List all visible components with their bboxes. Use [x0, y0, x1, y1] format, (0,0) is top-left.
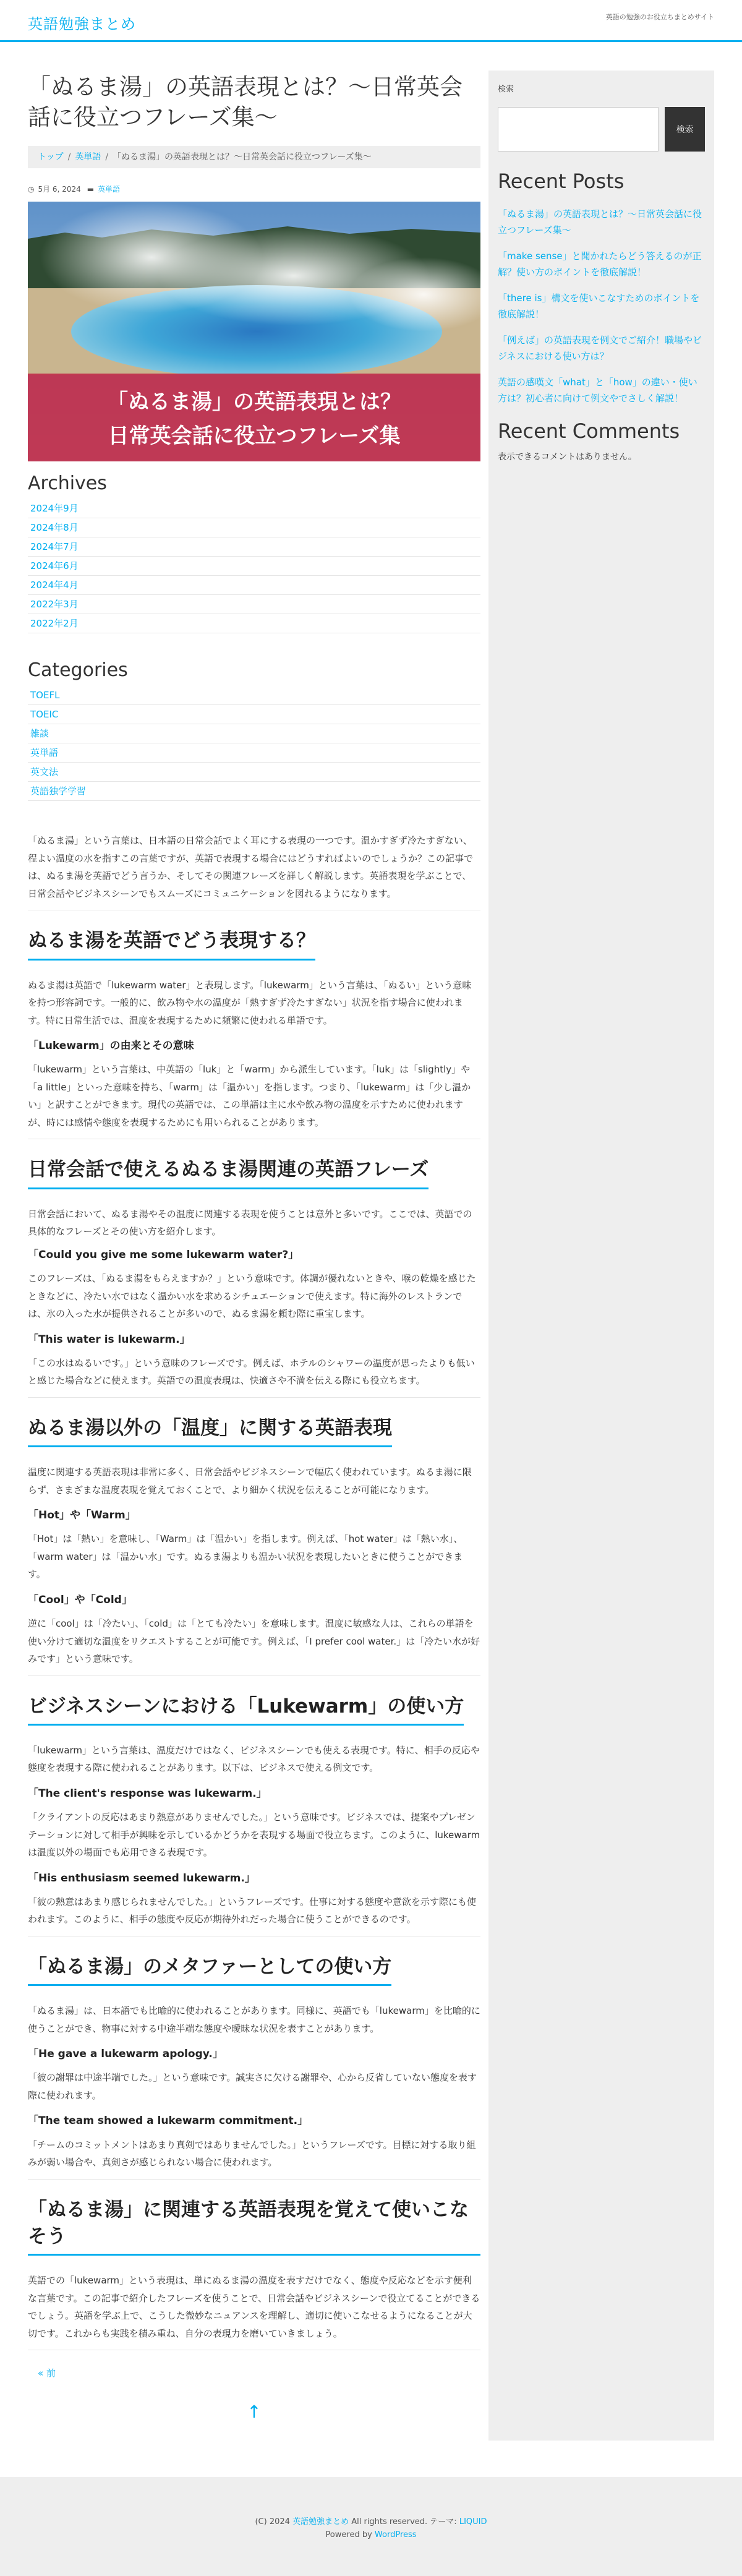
paragraph: 「彼の熱意はあまり感じられませんでした。」というフレーズです。仕事に対する態度や意欲を示す際にも使われます。このように、相手の態度や反応が期待外れだった場合に使うことができるのです。 — [28, 1896, 476, 1925]
breadcrumb-separator: / — [67, 152, 71, 163]
paragraph: 日常会話において、ぬるま湯やその温度に関連する表現を使うことは意外と多いです。ここでは、英語での具体的なフレーズとその使い方を紹介します。 — [28, 1208, 472, 1238]
site-footer — [0, 2477, 742, 2576]
categories-title: Categories — [28, 659, 128, 682]
pagination — [28, 2365, 480, 2381]
paragraph: 「彼の謝罪は中途半端でした。」という意味です。誠実さに欠ける謝罪や、心から反省していない態度を表す際に使われます。 — [28, 2072, 477, 2101]
archive-item[interactable]: 2024年6月 — [28, 557, 480, 576]
sub-heading: 「Cool」や「Cold」 — [28, 1593, 132, 1606]
archive-item[interactable]: 2024年8月 — [28, 518, 480, 537]
category-item[interactable]: 英文法 — [28, 763, 480, 782]
archive-item[interactable]: 2024年7月 — [28, 537, 480, 557]
section-heading: ぬるま湯以外の「温度」に関する英語表現 — [28, 1415, 392, 1447]
search-form — [498, 107, 705, 152]
categories-list — [28, 686, 480, 801]
site-header — [0, 0, 742, 42]
post-date: 5月 6, 2024 — [38, 184, 81, 194]
hero-image — [28, 202, 480, 461]
section-heading: 「ぬるま湯」のメタファーとしての使い方 — [28, 1954, 391, 1986]
site-tagline: 英語の勉強のお役立ちまとめサイト — [605, 13, 714, 21]
paragraph: 「lukewarm」という言葉は、中英語の「luk」と「warm」から派生しています。「luk」は「slightly」や「a little」といった意味を持ち、「warm」は「温かい」を指します。つまり、「lukewarm」は「少し温かい」と訳すことができます。現代の英語では、この単語は主に水や飲み物の温度を示すために使われますが、時には感情や態度を表現するためにも用いられることがあります。 — [28, 1064, 471, 1128]
recent-post-item[interactable]: 英語の感嘆文「what」と「how」の違い・使い方は？初心者に向けて例文やでさしく解説！ — [498, 377, 697, 404]
recent-comments-empty: 表示できるコメントはありません。 — [498, 451, 637, 462]
breadcrumb-home[interactable]: トップ — [38, 152, 64, 163]
breadcrumb-current: 「ぬるま湯」の英語表現とは？〜日常英会話に役立つフレーズ集〜 — [113, 152, 372, 163]
breadcrumb-category[interactable]: 英単語 — [75, 152, 101, 163]
post-meta — [28, 183, 480, 195]
rights-text: All rights reserved. テーマ: — [351, 2517, 457, 2527]
footer-powered — [0, 2529, 742, 2542]
sidebar — [488, 71, 714, 2441]
search-input[interactable] — [498, 107, 659, 152]
footer-theme-link[interactable]: LIQUID — [459, 2517, 487, 2527]
sub-heading: 「The client's response was lukewarm.」 — [28, 1787, 267, 1800]
sub-heading: 「Could you give me some lukewarm water?」 — [28, 1248, 299, 1261]
category-item[interactable]: 英単語 — [28, 743, 480, 763]
section-divider — [28, 1397, 480, 1398]
paragraph: このフレーズは、「ぬるま湯をもらえますか？」という意味です。体調が優れないときや、喉の乾燥を感じたときなどに、冷たい水ではなく温かい水を求めるシチュエーションで使えます。特に海外のレストランでは、氷の入った水が提供されることが多いので、ぬるま湯を頼む際に重宝します。 — [28, 1273, 476, 1320]
folder-icon: ▬ — [87, 184, 95, 194]
sub-heading: 「This water is lukewarm.」 — [28, 1333, 190, 1346]
article-content — [28, 832, 480, 2350]
search-label: 検索 — [498, 85, 514, 94]
archive-item[interactable]: 2022年3月 — [28, 595, 480, 614]
hero-caption-line1: 「ぬるま湯」の英語表現とは？ — [107, 390, 401, 415]
paragraph: 「ぬるま湯」は、日本語でも比喩的に使われることがあります。同様に、英語でも「lukewarm」を比喩的に使うことができ、物事に対する中途半端な態度や曖昧な状況を表すことがあります。 — [28, 2005, 480, 2034]
footer-wordpress-link[interactable]: WordPress — [374, 2530, 417, 2540]
recent-posts-list — [498, 207, 705, 406]
sub-heading: 「Lukewarm」の由来とその意味 — [28, 1040, 194, 1053]
prev-post-link[interactable]: « 前 — [38, 2368, 56, 2379]
recent-post-item[interactable]: 「例えば」の英語表現を例文でご紹介！職場やビジネスにおける使い方は？ — [498, 335, 702, 362]
archive-item[interactable]: 2022年2月 — [28, 614, 480, 633]
section-heading: 日常会話で使えるぬるま湯関連の英語フレーズ — [28, 1157, 429, 1189]
archive-item[interactable]: 2024年9月 — [28, 499, 480, 518]
clock-icon: ◷ — [28, 184, 35, 194]
paragraph: ぬるま湯は英語で「lukewarm water」と表現します。「lukewarm」という言葉は、「ぬるい」という意味を持つ形容詞です。一般的に、飲み物や水の温度が「熱すぎず冷たすぎない」状況を指す場合に使われます。特に日常生活では、温度を表現するために頻繁に使われる単語です。 — [28, 979, 472, 1026]
recent-posts-title: Recent Posts — [498, 169, 625, 193]
category-item[interactable]: 雑談 — [28, 724, 480, 743]
category-item[interactable]: TOEIC — [28, 705, 480, 724]
archive-item[interactable]: 2024年4月 — [28, 576, 480, 595]
section-divider — [28, 2179, 480, 2180]
intro-paragraph: 「ぬるま湯」という言葉は、日本語の日常会話でよく耳にする表現の一つです。温かすぎず冷たすぎない、程よい温度の水を指すこの言葉ですが、英語で表現する場合にはどうすればよいのでしょうか？この記事では、ぬるま湯を英語でどう言うか、そしてその関連フレーズを詳しく解説します。英語表現を学ぶことで、日常会話やビジネスシーンでもスムーズにコミュニケーションを図れるようになります。 — [28, 835, 474, 899]
hero-caption-line2: 日常英会話に役立つフレーズ集 — [108, 424, 401, 449]
post-category-link[interactable]: 英単語 — [98, 184, 121, 194]
sub-heading: 「His enthusiasm seemed lukewarm.」 — [28, 1872, 255, 1885]
hot-spring-illustration — [28, 202, 480, 461]
recent-post-item[interactable]: 「ぬるま湯」の英語表現とは？〜日常英会話に役立つフレーズ集〜 — [498, 208, 702, 236]
category-item[interactable]: TOEFL — [28, 686, 480, 705]
section-divider — [28, 1675, 480, 1676]
search-button[interactable]: 検索 — [665, 107, 705, 152]
paragraph: 英語での「lukewarm」という表現は、単にぬるま湯の温度を表すだけでなく、態度や反応などを示す便利な言葉です。この記事で紹介したフレーズを使うことで、日常会話やビジネスシーンで役立てることができるでしょう。英語を学ぶ上で、こうした微妙なニュアンスを理解し、適切に使いこなせるようになることが大切です。これからも実践を積み重ね、自分の表現力を磨いていきましょう。 — [28, 2275, 480, 2339]
paragraph: 「チームのコミットメントはあまり真剣ではありませんでした。」というフレーズです。目標に対する取り組みが弱い場合や、真剣さが感じられない場合に使われます。 — [28, 2139, 476, 2168]
footer-site-link[interactable]: 英語勉強まとめ — [292, 2517, 349, 2527]
article-title: 「ぬるま湯」の英語表現とは？〜日常英会話に役立つフレーズ集〜 — [28, 74, 463, 131]
sub-heading: 「The team showed a lukewarm commitment.」 — [28, 2115, 309, 2128]
main-column — [28, 71, 480, 2427]
breadcrumb-separator: / — [105, 152, 109, 163]
site-title-link[interactable]: 英語勉強まとめ — [28, 15, 136, 33]
archives-list — [28, 499, 480, 633]
footer-copyright — [0, 2516, 742, 2529]
paragraph: 「lukewarm」という言葉は、温度だけではなく、ビジネスシーンでも使える表現です。特に、相手の反応や態度を表現する際に使われることがあります。以下は、ビジネスで使える例文です。 — [28, 1744, 480, 1774]
recent-comments-title: Recent Comments — [498, 419, 680, 443]
paragraph: 「クライアントの反応はあまり熱意がありませんでした。」という意味です。ビジネスでは、提案やプレゼンテーションに対して相手が興味を示しているかどうかを表現する場面で役立ちます。このように、lukewarmは温度以外の場面でも応用できる表現です。 — [28, 1812, 480, 1859]
section-heading: 「ぬるま湯」に関連する英語表現を覚えて使いこなそう — [28, 2197, 480, 2256]
paragraph: 「Hot」は「熱い」を意味し、「Warm」は「温かい」を指します。例えば、「hot water」は「熱い水」、「warm water」は「温かい水」です。ぬるま湯よりも温かい状況を表現したいときに使うことができます。 — [28, 1533, 463, 1580]
paragraph: 温度に関連する英語表現は非常に多く、日常会話やビジネスシーンで幅広く使われています。ぬるま湯に限らず、さまざまな温度表現を覚えておくことで、より細かく状況を伝えることが可能になります。 — [28, 1466, 472, 1496]
recent-post-item[interactable]: 「there is」構文を使いこなすためのポイントを徹底解説！ — [498, 293, 700, 320]
powered-text: Powered by — [325, 2530, 372, 2540]
arrow-up-icon[interactable]: ↑ — [247, 2401, 262, 2422]
sub-heading: 「Hot」や「Warm」 — [28, 1509, 136, 1522]
copyright-text: (C) 2024 — [255, 2517, 290, 2527]
section-heading: ビジネスシーンにおける「Lukewarm」の使い方 — [28, 1693, 464, 1726]
sub-heading: 「He gave a lukewarm apology.」 — [28, 2048, 223, 2061]
recent-post-item[interactable]: 「make sense」と聞かれたらどう答えるのが正解？使い方のポイントを徹底解説！ — [498, 250, 702, 278]
paragraph: 逆に「cool」は「冷たい」、「cold」は「とても冷たい」を意味します。温度に敏感な人は、これらの単語を使い分けて適切な温度をリクエストすることが可能です。例えば、「I prefer cool water.」は「冷たい水が好みです」という意味です。 — [28, 1618, 480, 1665]
breadcrumb — [28, 146, 480, 168]
archives-title: Archives — [28, 473, 107, 495]
paragraph: 「この水はぬるいです。」という意味のフレーズです。例えば、ホテルのシャワーの温度が思ったよりも低いと感じた場合などに使えます。英語での温度表現は、快適さや不満を伝える際にも役立ちます。 — [28, 1357, 475, 1387]
section-heading: ぬるま湯を英語でどう表現する？ — [28, 928, 315, 960]
category-item[interactable]: 英語独学学習 — [28, 782, 480, 801]
back-to-top[interactable] — [28, 2397, 480, 2427]
